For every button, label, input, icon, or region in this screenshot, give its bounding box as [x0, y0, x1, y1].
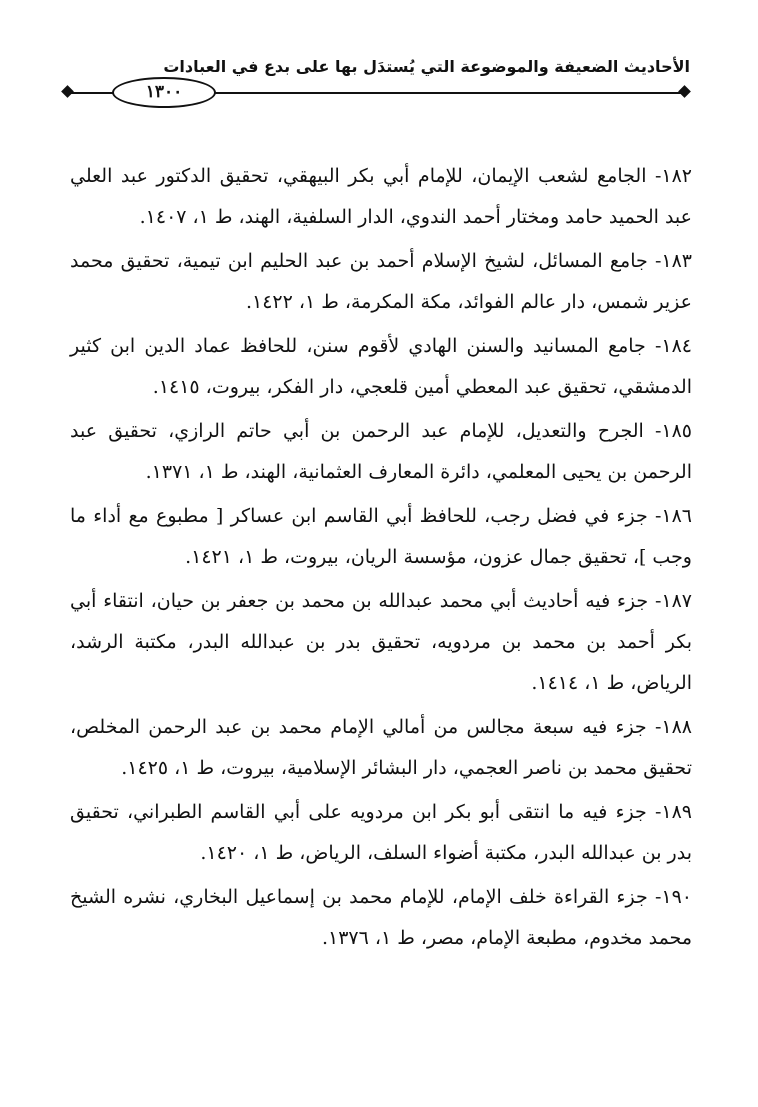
entry-line: تحقيق محمد بن ناصر العجمي، دار البشائر الإسلامية، بيروت، ط ١، ١٤٢٥. [121, 757, 692, 779]
entry-line: عبد الرحمن بن يحيى المعلمي، دائرة المعارف العثمانية، الهند، ط ١، ١٣٧١. [70, 420, 692, 483]
page-header [58, 55, 694, 115]
entry-line: ١٨٢- الجامع لشعب الإيمان، للإمام أبي بكر البيهقي، تحقيق الدكتور عبد [120, 165, 693, 187]
diamond-ornament-icon [61, 85, 74, 98]
bibliography-entry [70, 496, 692, 578]
entry-line: الرياض، ط ١، ١٤١٤. [531, 672, 692, 694]
entry-line: العلي عبد الحميد حامد ومختار أحمد الندوي، الدار السلفية، الهند، ط ١، ١٤٠٧. [70, 165, 692, 228]
bibliography-entry [70, 241, 692, 323]
entry-line: ١٨٥- الجرح والتعديل، للإمام عبد الرحمن بن أبي حاتم الرازي، تحقيق [108, 420, 692, 442]
page-number: ١٣٠٠ [112, 77, 216, 108]
entry-line: ما وجب ]، تحقيق جمال عزون، مؤسسة الريان، بيروت، ط ١، ١٤٢١. [70, 505, 692, 568]
entry-line: ١٨٧- جزء فيه أحاديث أبي محمد عبدالله بن محمد بن جعفر بن حيان، انتقاء [103, 590, 692, 612]
entry-line: ١٨٣- جامع المسائل، لشيخ الإسلام أحمد بن عبد الحليم ابن تيمية، تحقيق [120, 250, 693, 272]
bibliography-entry [70, 156, 692, 238]
entry-line: محمد عزير شمس، دار عالم الفوائد، مكة المكرمة، ط ١، ١٤٢٢. [70, 250, 692, 313]
bibliography-entry [70, 707, 692, 789]
entry-line: بدر بن عبدالله البدر، مكتبة أضواء السلف، الرياض، ط ١، ١٤٢٠. [200, 842, 692, 864]
bibliography-entry [70, 411, 692, 493]
entry-line: ١٩٠- جزء القراءة خلف الإمام، للإمام محمد بن إسماعيل البخاري، نشره [123, 886, 693, 908]
bibliography-entry [70, 792, 692, 874]
diamond-ornament-icon [678, 85, 691, 98]
entry-line: ١٨٤- جامع المسانيد والسنن الهادي لأقوم سنن، للحافظ عماد الدين ابن كثير [70, 335, 692, 357]
bibliography-entry [70, 581, 692, 704]
bibliography-entry [70, 877, 692, 959]
entry-line: ١٨٨- جزء فيه سبعة مجالس من أمالي الإمام محمد بن عبد الرحمن المخلص، [70, 716, 692, 738]
bibliography-list [70, 156, 692, 962]
running-title: الأحاديث الضعيفة والموضوعة التي يُستدَل بها على بدع في العبادات [163, 57, 690, 76]
entry-line: الشيخ محمد مخدوم، مطبعة الإمام، مصر، ط ١، ١٣٧٦. [70, 886, 692, 949]
entry-line: أبي بكر أحمد بن محمد بن مردويه، تحقيق بدر بن عبدالله البدر، مكتبة الرشد، [70, 590, 692, 653]
bibliography-entry [70, 326, 692, 408]
entry-line: ١٨٦- جزء في فضل رجب، للحافظ أبي القاسم ابن عساكر [ مطبوع مع أداء [93, 505, 692, 527]
entry-line: الدمشقي، تحقيق عبد المعطي أمين قلعجي، دار الفكر، بيروت، ١٤١٥. [152, 376, 692, 398]
entry-line: ١٨٩- جزء فيه ما انتقى أبو بكر ابن مردويه على أبي القاسم الطبراني، تحقيق [70, 801, 692, 823]
